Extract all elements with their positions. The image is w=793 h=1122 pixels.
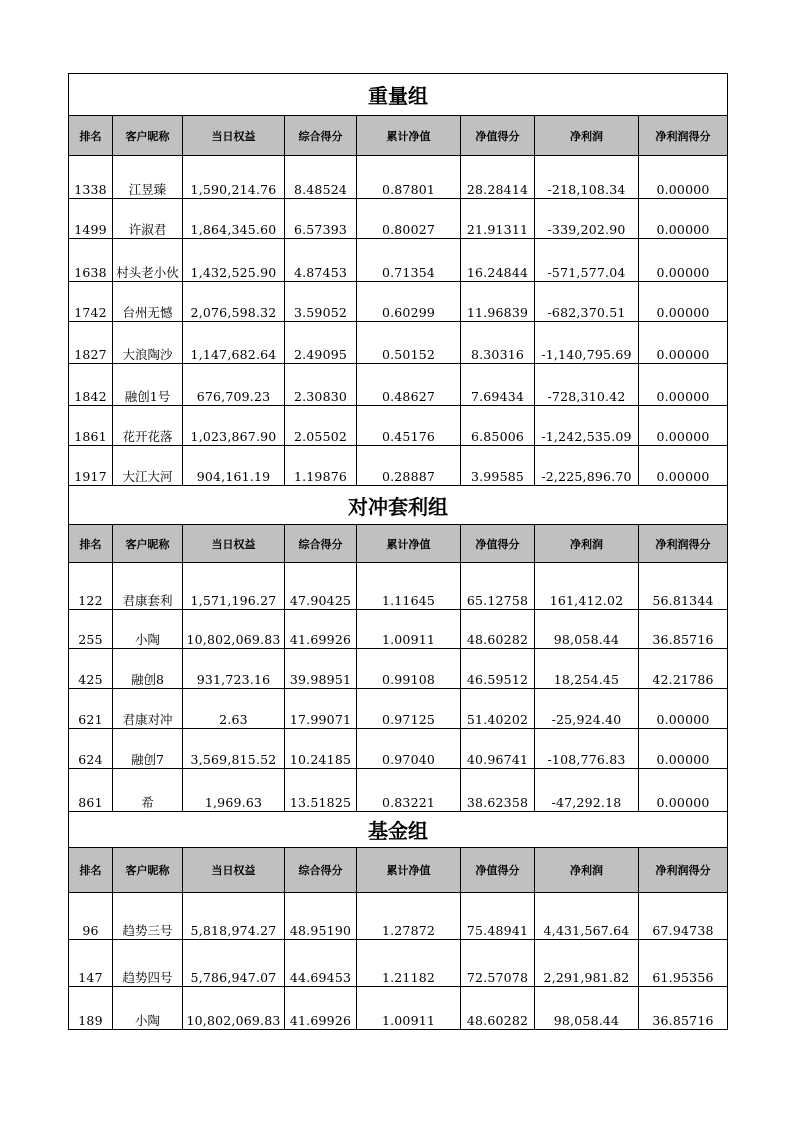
column-header-net-profit: 净利润 bbox=[535, 848, 639, 893]
cell-rank: 621 bbox=[69, 689, 113, 729]
cell-profit-score: 0.00000 bbox=[639, 769, 728, 812]
cell-rank: 1638 bbox=[69, 239, 113, 282]
cell-rank: 122 bbox=[69, 563, 113, 610]
cell-profit-score: 0.00000 bbox=[639, 282, 728, 322]
cell-net-profit: -108,776.83 bbox=[535, 729, 639, 769]
cell-score: 2.30830 bbox=[285, 364, 357, 406]
table-row bbox=[69, 199, 728, 239]
cell-nickname: 希 bbox=[113, 769, 183, 812]
cell-score: 44.69453 bbox=[285, 940, 357, 987]
cell-profit-score: 0.00000 bbox=[639, 199, 728, 239]
cell-net-profit: -571,577.04 bbox=[535, 239, 639, 282]
group-title: 对冲套利组 bbox=[69, 486, 728, 525]
column-header-profit-score: 净利润得分 bbox=[639, 116, 728, 156]
table-row bbox=[69, 893, 728, 940]
cell-nav-score: 16.24844 bbox=[461, 239, 535, 282]
cell-nav: 0.45176 bbox=[357, 406, 461, 446]
cell-rank: 189 bbox=[69, 987, 113, 1030]
column-header-score: 综合得分 bbox=[285, 525, 357, 563]
table-row bbox=[69, 649, 728, 689]
cell-nav-score: 21.91311 bbox=[461, 199, 535, 239]
cell-equity: 5,786,947.07 bbox=[183, 940, 285, 987]
cell-profit-score: 56.81344 bbox=[639, 563, 728, 610]
cell-equity: 1,571,196.27 bbox=[183, 563, 285, 610]
cell-score: 13.51825 bbox=[285, 769, 357, 812]
cell-equity: 1,023,867.90 bbox=[183, 406, 285, 446]
cell-net-profit: -1,242,535.09 bbox=[535, 406, 639, 446]
cell-equity: 5,818,974.27 bbox=[183, 893, 285, 940]
group-table bbox=[68, 811, 728, 1030]
cell-equity: 931,723.16 bbox=[183, 649, 285, 689]
cell-equity: 1,864,345.60 bbox=[183, 199, 285, 239]
cell-nav: 0.99108 bbox=[357, 649, 461, 689]
group-title: 基金组 bbox=[69, 812, 728, 848]
column-header-equity: 当日权益 bbox=[183, 525, 285, 563]
cell-profit-score: 36.85716 bbox=[639, 610, 728, 649]
column-header-profit-score: 净利润得分 bbox=[639, 525, 728, 563]
cell-score: 41.69926 bbox=[285, 987, 357, 1030]
column-header-equity: 当日权益 bbox=[183, 848, 285, 893]
cell-nav: 0.97040 bbox=[357, 729, 461, 769]
cell-nickname: 趋势三号 bbox=[113, 893, 183, 940]
cell-nickname: 大江大河 bbox=[113, 446, 183, 486]
cell-rank: 1842 bbox=[69, 364, 113, 406]
cell-nav: 1.00911 bbox=[357, 610, 461, 649]
cell-net-profit: 98,058.44 bbox=[535, 987, 639, 1030]
cell-profit-score: 42.21786 bbox=[639, 649, 728, 689]
column-header-nickname: 客户昵称 bbox=[113, 525, 183, 563]
cell-rank: 1861 bbox=[69, 406, 113, 446]
table-row bbox=[69, 610, 728, 649]
cell-nav-score: 75.48941 bbox=[461, 893, 535, 940]
table-row bbox=[69, 282, 728, 322]
cell-nickname: 江昱臻 bbox=[113, 156, 183, 199]
cell-equity: 10,802,069.83 bbox=[183, 987, 285, 1030]
cell-profit-score: 0.00000 bbox=[639, 322, 728, 364]
column-header-nav: 累计净值 bbox=[357, 525, 461, 563]
cell-nickname: 台州无憾 bbox=[113, 282, 183, 322]
cell-nav: 0.71354 bbox=[357, 239, 461, 282]
cell-nickname: 花开花落 bbox=[113, 406, 183, 446]
column-header-nav-score: 净值得分 bbox=[461, 525, 535, 563]
column-header-profit-score: 净利润得分 bbox=[639, 848, 728, 893]
cell-rank: 1827 bbox=[69, 322, 113, 364]
cell-nickname: 小陶 bbox=[113, 610, 183, 649]
cell-profit-score: 0.00000 bbox=[639, 729, 728, 769]
cell-nav-score: 51.40202 bbox=[461, 689, 535, 729]
cell-rank: 147 bbox=[69, 940, 113, 987]
cell-nickname: 君康套利 bbox=[113, 563, 183, 610]
cell-nav: 1.11645 bbox=[357, 563, 461, 610]
cell-equity: 676,709.23 bbox=[183, 364, 285, 406]
column-header-rank: 排名 bbox=[69, 116, 113, 156]
cell-nav-score: 72.57078 bbox=[461, 940, 535, 987]
cell-nav-score: 28.28414 bbox=[461, 156, 535, 199]
cell-net-profit: 98,058.44 bbox=[535, 610, 639, 649]
cell-rank: 1338 bbox=[69, 156, 113, 199]
cell-rank: 425 bbox=[69, 649, 113, 689]
cell-score: 17.99071 bbox=[285, 689, 357, 729]
column-header-nickname: 客户昵称 bbox=[113, 116, 183, 156]
cell-rank: 1742 bbox=[69, 282, 113, 322]
cell-nav-score: 48.60282 bbox=[461, 987, 535, 1030]
cell-score: 8.48524 bbox=[285, 156, 357, 199]
column-header-score: 综合得分 bbox=[285, 848, 357, 893]
cell-score: 41.69926 bbox=[285, 610, 357, 649]
table-row bbox=[69, 987, 728, 1030]
cell-nav-score: 38.62358 bbox=[461, 769, 535, 812]
cell-profit-score: 36.85716 bbox=[639, 987, 728, 1030]
cell-nickname: 小陶 bbox=[113, 987, 183, 1030]
cell-profit-score: 67.94738 bbox=[639, 893, 728, 940]
cell-profit-score: 0.00000 bbox=[639, 689, 728, 729]
cell-equity: 1,590,214.76 bbox=[183, 156, 285, 199]
cell-nickname: 融创8 bbox=[113, 649, 183, 689]
cell-nav: 0.48627 bbox=[357, 364, 461, 406]
cell-net-profit: -728,310.42 bbox=[535, 364, 639, 406]
cell-profit-score: 0.00000 bbox=[639, 364, 728, 406]
cell-net-profit: 2,291,981.82 bbox=[535, 940, 639, 987]
cell-nav: 1.27872 bbox=[357, 893, 461, 940]
cell-score: 47.90425 bbox=[285, 563, 357, 610]
column-header-nav-score: 净值得分 bbox=[461, 848, 535, 893]
cell-net-profit: 18,254.45 bbox=[535, 649, 639, 689]
cell-equity: 2,076,598.32 bbox=[183, 282, 285, 322]
cell-nav-score: 48.60282 bbox=[461, 610, 535, 649]
cell-score: 2.49095 bbox=[285, 322, 357, 364]
cell-score: 3.59052 bbox=[285, 282, 357, 322]
table-row bbox=[69, 769, 728, 812]
cell-net-profit: -2,225,896.70 bbox=[535, 446, 639, 486]
column-header-nav-score: 净值得分 bbox=[461, 116, 535, 156]
cell-score: 2.05502 bbox=[285, 406, 357, 446]
ranking-sheet bbox=[68, 73, 727, 1030]
cell-nav: 1.00911 bbox=[357, 987, 461, 1030]
cell-equity: 1,432,525.90 bbox=[183, 239, 285, 282]
cell-equity: 3,569,815.52 bbox=[183, 729, 285, 769]
table-row bbox=[69, 364, 728, 406]
cell-nav-score: 8.30316 bbox=[461, 322, 535, 364]
cell-profit-score: 0.00000 bbox=[639, 239, 728, 282]
cell-nickname: 融创7 bbox=[113, 729, 183, 769]
cell-net-profit: 161,412.02 bbox=[535, 563, 639, 610]
cell-nav: 0.50152 bbox=[357, 322, 461, 364]
table-row bbox=[69, 563, 728, 610]
cell-nav-score: 3.99585 bbox=[461, 446, 535, 486]
cell-net-profit: -1,140,795.69 bbox=[535, 322, 639, 364]
cell-profit-score: 61.95356 bbox=[639, 940, 728, 987]
table-row bbox=[69, 156, 728, 199]
cell-nav: 0.60299 bbox=[357, 282, 461, 322]
cell-nickname: 许淑君 bbox=[113, 199, 183, 239]
table-row bbox=[69, 322, 728, 364]
cell-rank: 255 bbox=[69, 610, 113, 649]
column-header-equity: 当日权益 bbox=[183, 116, 285, 156]
cell-equity: 2.63 bbox=[183, 689, 285, 729]
cell-rank: 861 bbox=[69, 769, 113, 812]
cell-net-profit: -339,202.90 bbox=[535, 199, 639, 239]
cell-nav: 0.87801 bbox=[357, 156, 461, 199]
cell-nav-score: 11.96839 bbox=[461, 282, 535, 322]
cell-nav-score: 40.96741 bbox=[461, 729, 535, 769]
cell-nickname: 君康对冲 bbox=[113, 689, 183, 729]
group-title: 重量组 bbox=[69, 74, 728, 116]
column-header-net-profit: 净利润 bbox=[535, 525, 639, 563]
cell-net-profit: -25,924.40 bbox=[535, 689, 639, 729]
cell-nav: 0.80027 bbox=[357, 199, 461, 239]
table-row bbox=[69, 940, 728, 987]
cell-nav: 0.83221 bbox=[357, 769, 461, 812]
column-header-nickname: 客户昵称 bbox=[113, 848, 183, 893]
cell-rank: 1917 bbox=[69, 446, 113, 486]
column-header-nav: 累计净值 bbox=[357, 116, 461, 156]
cell-nav-score: 46.59512 bbox=[461, 649, 535, 689]
cell-nav-score: 7.69434 bbox=[461, 364, 535, 406]
cell-net-profit: -218,108.34 bbox=[535, 156, 639, 199]
cell-nickname: 大浪陶沙 bbox=[113, 322, 183, 364]
table-row bbox=[69, 729, 728, 769]
cell-net-profit: 4,431,567.64 bbox=[535, 893, 639, 940]
cell-equity: 1,147,682.64 bbox=[183, 322, 285, 364]
table-row bbox=[69, 689, 728, 729]
column-header-net-profit: 净利润 bbox=[535, 116, 639, 156]
table-row bbox=[69, 239, 728, 282]
cell-net-profit: -682,370.51 bbox=[535, 282, 639, 322]
column-header-score: 综合得分 bbox=[285, 116, 357, 156]
cell-nickname: 村头老小伙 bbox=[113, 239, 183, 282]
cell-score: 39.98951 bbox=[285, 649, 357, 689]
cell-nav: 0.28887 bbox=[357, 446, 461, 486]
cell-nav-score: 65.12758 bbox=[461, 563, 535, 610]
cell-nickname: 趋势四号 bbox=[113, 940, 183, 987]
cell-nav: 0.97125 bbox=[357, 689, 461, 729]
cell-score: 6.57393 bbox=[285, 199, 357, 239]
cell-score: 1.19876 bbox=[285, 446, 357, 486]
cell-profit-score: 0.00000 bbox=[639, 406, 728, 446]
cell-nickname: 融创1号 bbox=[113, 364, 183, 406]
cell-rank: 1499 bbox=[69, 199, 113, 239]
cell-rank: 96 bbox=[69, 893, 113, 940]
column-header-rank: 排名 bbox=[69, 848, 113, 893]
cell-profit-score: 0.00000 bbox=[639, 446, 728, 486]
table-row bbox=[69, 446, 728, 486]
cell-equity: 1,969.63 bbox=[183, 769, 285, 812]
group-table bbox=[68, 73, 728, 486]
group-table bbox=[68, 485, 728, 812]
cell-nav: 1.21182 bbox=[357, 940, 461, 987]
cell-equity: 10,802,069.83 bbox=[183, 610, 285, 649]
cell-profit-score: 0.00000 bbox=[639, 156, 728, 199]
cell-nav-score: 6.85006 bbox=[461, 406, 535, 446]
cell-score: 4.87453 bbox=[285, 239, 357, 282]
cell-score: 48.95190 bbox=[285, 893, 357, 940]
table-row bbox=[69, 406, 728, 446]
cell-equity: 904,161.19 bbox=[183, 446, 285, 486]
cell-net-profit: -47,292.18 bbox=[535, 769, 639, 812]
column-header-nav: 累计净值 bbox=[357, 848, 461, 893]
cell-rank: 624 bbox=[69, 729, 113, 769]
column-header-rank: 排名 bbox=[69, 525, 113, 563]
cell-score: 10.24185 bbox=[285, 729, 357, 769]
